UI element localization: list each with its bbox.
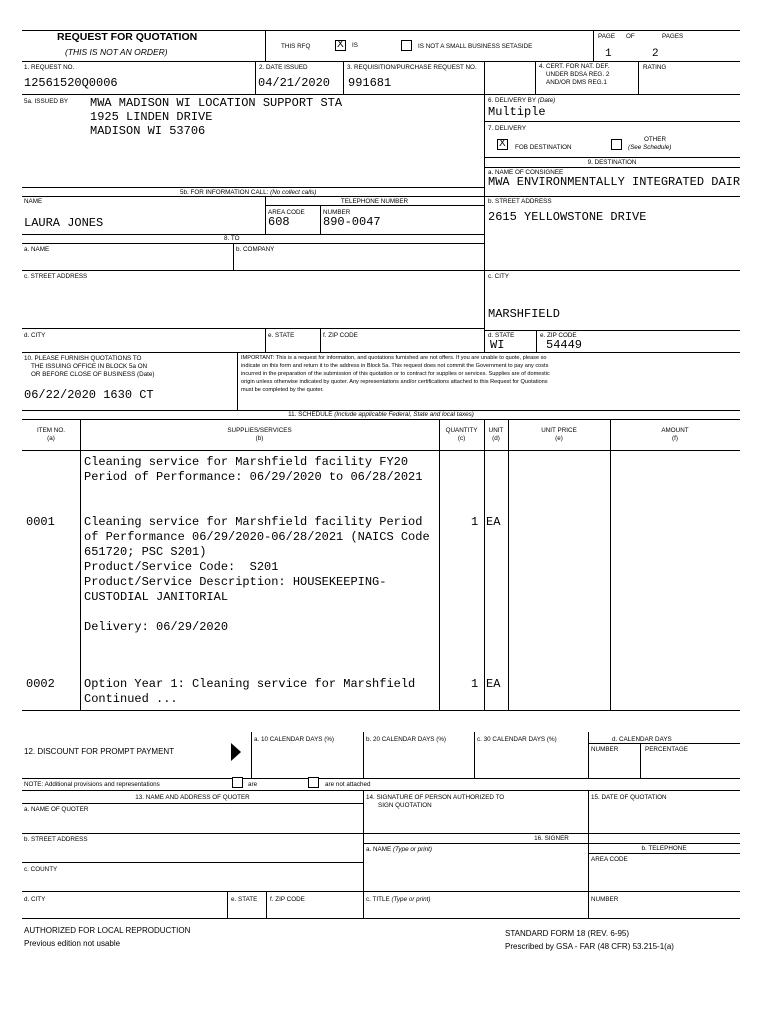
destination-title: 9. DESTINATION bbox=[587, 159, 637, 166]
quoter-name-label: a. NAME OF QUOTER bbox=[24, 806, 89, 813]
item-qty: 1 bbox=[471, 515, 479, 529]
to-name-label: a. NAME bbox=[24, 246, 50, 253]
consignee-name: MWA ENVIRONMENTALLY INTEGRATED DAIR bbox=[488, 175, 741, 189]
delivery-by-label: 6. DELIVERY BY (Date) bbox=[488, 97, 556, 104]
form-subtitle: (THIS IS NOT AN ORDER) bbox=[65, 47, 168, 57]
consignee-label: a. NAME OF CONSIGNEE bbox=[488, 169, 564, 176]
pages-label: PAGES bbox=[662, 33, 684, 40]
item-unit: EA bbox=[486, 677, 501, 691]
fob-destination-checkbox[interactable] bbox=[497, 139, 508, 150]
to-street-label: c. STREET ADDRESS bbox=[24, 273, 88, 280]
quoter-county-label: c. COUNTY bbox=[24, 866, 58, 873]
rating-label: RATING bbox=[643, 64, 667, 71]
dest-street: 2615 YELLOWSTONE DRIVE bbox=[488, 210, 647, 224]
discount-percentage-label: PERCENTAGE bbox=[645, 746, 688, 753]
footer-prescribed-by: Prescribed by GSA - FAR (48 CFR) 53.215-1(a) bbox=[505, 942, 674, 951]
col-amount-header: AMOUNT (f) bbox=[661, 427, 689, 442]
block10-label-2: THE ISSUING OFFICE IN BLOCK 5a ON bbox=[31, 363, 148, 370]
rfq-is-label: IS bbox=[352, 42, 358, 49]
provisions-are-checkbox[interactable] bbox=[232, 777, 243, 788]
quoter-state-label: e. STATE bbox=[231, 896, 258, 903]
cert-label-1: 4. CERT. FOR NAT. DEF. bbox=[539, 63, 610, 70]
col-supplies-header: SUPPLIES/SERVICES (b) bbox=[227, 427, 292, 442]
cert-label-2: UNDER BDSA REG. 2 bbox=[546, 71, 610, 78]
signer-number-label: NUMBER bbox=[591, 896, 619, 903]
discount-10-label: a. 10 CALENDAR DAYS (%) bbox=[254, 736, 335, 743]
footer-reproduction: AUTHORIZED FOR LOCAL REPRODUCTION bbox=[24, 926, 191, 935]
fob-destination-label: FOB DESTINATION bbox=[515, 144, 572, 151]
signer-title: 16. SIGNER bbox=[534, 835, 569, 842]
col-qty-header: QUANTITY (c) bbox=[445, 427, 478, 442]
important-line-3: incurred in the preparation of the submission of this quotation or to contract for supplies or services. Supplies are of domestic bbox=[241, 371, 550, 377]
dest-zip: 54449 bbox=[546, 338, 583, 352]
footer-previous-edition: Previous edition not usable bbox=[24, 939, 121, 948]
signer-name-label: a. NAME (Type or print) bbox=[366, 846, 433, 853]
requisition-no: 991681 bbox=[348, 76, 392, 90]
important-line-5: must be completed by the quoter. bbox=[241, 387, 324, 393]
provisions-are-not-checkbox[interactable] bbox=[308, 777, 319, 788]
item-qty: 1 bbox=[471, 677, 479, 691]
col-price-header: UNIT PRICE (e) bbox=[541, 427, 577, 442]
delivery-label: 7. DELIVERY bbox=[488, 125, 527, 132]
discount-days-label: d. CALENDAR DAYS bbox=[612, 736, 672, 743]
item-description: Option Year 1: Cleaning service for Marshfield Continued ... bbox=[84, 677, 416, 706]
col-unit-header: UNIT (d) bbox=[488, 427, 504, 442]
dest-city: MARSHFIELD bbox=[488, 307, 561, 321]
page-label: PAGE bbox=[598, 33, 616, 40]
important-line-4: origin unless otherwise indicated by quoter. Any representations and/or certifications attached to this Request for Quotations bbox=[241, 379, 548, 385]
other-delivery-label: OTHER bbox=[643, 136, 667, 143]
area-code: 608 bbox=[268, 215, 290, 229]
note-text: NOTE: Additional provisions and representations bbox=[24, 781, 160, 788]
this-rfq-label: THIS RFQ bbox=[281, 43, 311, 50]
item-description: Cleaning service for Marshfield facility Period of Performance 06/29/2020-06/28/2021 (NAICS Code 651720; PSC S201) Product/Service Code: S201 Product/Service Description: HOUSEKEEPING- CUSTODIAL JANITORIAL Delivery: 06/29/2020 bbox=[84, 515, 430, 634]
issued-by-line-1: MWA MADISON WI LOCATION SUPPORT STA bbox=[90, 96, 343, 110]
date-issued: 04/21/2020 bbox=[258, 76, 331, 90]
block10-label-3: OR BEFORE CLOSE OF BUSINESS (Date) bbox=[31, 371, 155, 378]
dest-street-label: b. STREET ADDRESS bbox=[488, 198, 552, 205]
discount-30-label: c. 30 CALENDAR DAYS (%) bbox=[477, 736, 557, 743]
to-state-label: e. STATE bbox=[268, 332, 295, 339]
info-name: LAURA JONES bbox=[24, 216, 104, 230]
signature-label-1: 14. SIGNATURE OF PERSON AUTHORIZED TO bbox=[366, 794, 505, 801]
provisions-are-not-label: are not attached bbox=[325, 781, 371, 788]
arrow-right-icon bbox=[231, 743, 243, 761]
important-line-2: indicate on this form and return it to the address in Block 5a. This request does not commit the Government to pay any costs bbox=[241, 363, 549, 369]
important-line-1: IMPORTANT: This is a request for information, and quotations furnished are not offers. If you are unable to quote, please so bbox=[241, 355, 547, 361]
footer-standard-form: STANDARD FORM 18 (REV. 6-95) bbox=[505, 929, 630, 938]
quotation-due-date: 06/22/2020 1630 CT bbox=[24, 388, 154, 402]
dest-zip-label: e. ZIP CODE bbox=[540, 332, 577, 339]
quoter-street-label: b. STREET ADDRESS bbox=[24, 836, 88, 843]
to-city-label: d. CITY bbox=[24, 332, 46, 339]
to-company-label: b. COMPANY bbox=[236, 246, 275, 253]
dest-state: WI bbox=[490, 338, 505, 352]
form-title: REQUEST FOR QUOTATION bbox=[57, 31, 198, 43]
signer-area-code-label: AREA CODE bbox=[591, 856, 628, 863]
schedule-title: 11. SCHEDULE (Include applicable Federal, State and local taxes) bbox=[288, 411, 474, 418]
phone-number-label: NUMBER bbox=[323, 209, 351, 216]
page-number: 1 bbox=[605, 48, 612, 60]
quote-date-label: 15. DATE OF QUOTATION bbox=[591, 794, 667, 801]
discount-label: 12. DISCOUNT FOR PROMPT PAYMENT bbox=[24, 747, 175, 756]
item-no: 0002 bbox=[26, 677, 55, 691]
rfq-is-not-checkbox[interactable] bbox=[401, 40, 412, 51]
phone-number: 890-0047 bbox=[323, 215, 381, 229]
telephone-label: TELEPHONE NUMBER bbox=[340, 198, 409, 205]
discount-20-label: b. 20 CALENDAR DAYS (%) bbox=[366, 736, 447, 743]
other-delivery-checkbox[interactable] bbox=[611, 139, 622, 150]
issued-by-label: 5a. ISSUED BY bbox=[24, 98, 69, 105]
signer-telephone-label: b. TELEPHONE bbox=[641, 845, 687, 852]
provisions-are-label: are bbox=[248, 781, 258, 788]
block10-label-1: 10. PLEASE FURNISH QUOTATIONS TO bbox=[24, 355, 142, 362]
dest-state-label: d. STATE bbox=[488, 332, 515, 339]
signer-title-label: c. TITLE (Type or print) bbox=[366, 896, 431, 903]
info-call-label: 5b. FOR INFORMATION CALL: (No collect calls) bbox=[180, 189, 317, 196]
item-unit: EA bbox=[486, 515, 501, 529]
col-item-header: ITEM NO. (a) bbox=[37, 427, 65, 442]
date-issued-label: 2. DATE ISSUED bbox=[259, 64, 308, 71]
info-name-label: NAME bbox=[24, 198, 43, 205]
page-total: 2 bbox=[652, 48, 659, 60]
quoter-zip-label: f. ZIP CODE bbox=[270, 896, 305, 903]
issued-by-line-3: MADISON WI 53706 bbox=[90, 124, 206, 138]
quoter-city-label: d. CITY bbox=[24, 896, 46, 903]
area-code-label: AREA CODE bbox=[268, 209, 305, 216]
request-no-label: 1. REQUEST NO. bbox=[24, 64, 75, 71]
schedule-intro: Cleaning service for Marshfield facility FY20 Period of Performance: 06/29/2020 to 06/28/2021 bbox=[84, 455, 423, 484]
to-zip-label: f. ZIP CODE bbox=[323, 332, 358, 339]
quoter-title: 13. NAME AND ADDRESS OF QUOTER bbox=[135, 794, 250, 801]
requisition-label: 3. REQUISITION/PURCHASE REQUEST NO. bbox=[347, 64, 477, 71]
of-label: OF bbox=[626, 33, 635, 40]
signature-label-2: SIGN QUOTATION bbox=[378, 802, 432, 809]
cert-label-3: AND/OR DMS REG.1 bbox=[546, 79, 607, 86]
item-no: 0001 bbox=[26, 515, 55, 529]
issued-by-line-2: 1925 LINDEN DRIVE bbox=[90, 110, 213, 124]
other-delivery-note: (See Schedule) bbox=[628, 144, 672, 151]
dest-city-label: c. CITY bbox=[488, 273, 509, 280]
to-title: 8. TO bbox=[224, 235, 240, 242]
request-no: 12561520Q0006 bbox=[24, 76, 118, 90]
discount-number-label: NUMBER bbox=[591, 746, 619, 753]
rfq-is-checkbox[interactable] bbox=[335, 40, 346, 51]
rfq-is-not-label: IS NOT A SMALL BUSINESS SETASIDE bbox=[418, 43, 533, 50]
delivery-by-value: Multiple bbox=[488, 105, 546, 119]
